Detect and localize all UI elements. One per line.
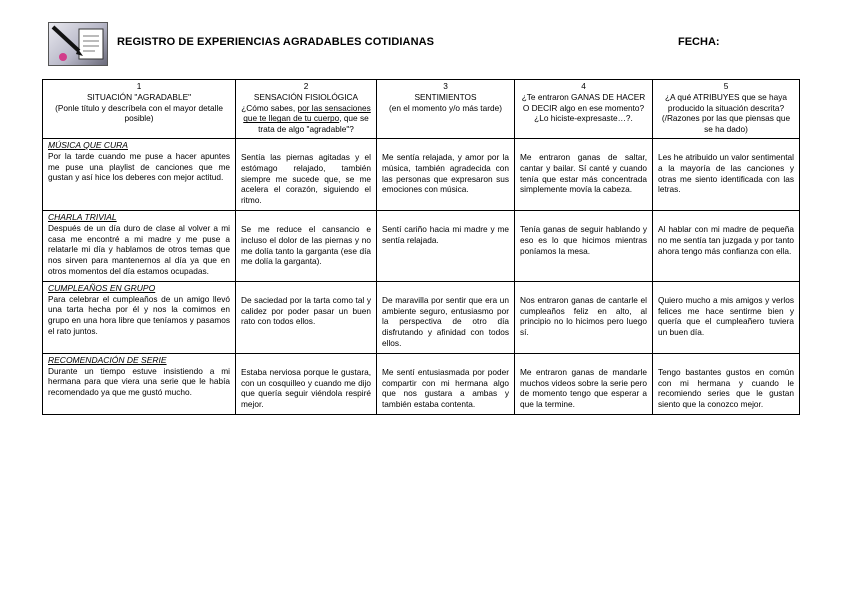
column-header-attribution [653, 80, 800, 139]
fecha-label: FECHA: [678, 36, 720, 48]
column-description-underlined: por las sensaciones que te llegan de tu cuerpo [243, 102, 371, 124]
column-number: 4 [581, 81, 586, 91]
category-label: RECOMENDACIÓN DE SERIE [48, 354, 167, 365]
column-header-urges [515, 80, 653, 139]
column-header-physio [236, 80, 377, 139]
attribution-cell: Quiero mucho a mis amigos y verlos felices me hace sentirme bien y quería que el cumpleañero tuviera un buen día. [653, 281, 800, 353]
column-header-feelings [377, 80, 515, 139]
situation-text: Por la tarde cuando me puse a hacer apuntes me puse una playlist de canciones que me gustan y así hice los deberes con mejor actitud. [48, 150, 230, 183]
category-label: MÚSICA QUE CURA [48, 139, 128, 150]
column-header-situation [43, 80, 236, 139]
category-label: CUMPLEAÑOS EN GRUPO [48, 282, 156, 293]
column-description [240, 103, 372, 135]
attribution-cell: Tengo bastantes gustos en común con mi hermana y cuando le recomiendo series que le gustan siento que la conozco mejor. [653, 353, 800, 414]
column-title: SENTIMIENTOS [414, 91, 477, 102]
document-title: REGISTRO DE EXPERIENCIAS AGRADABLES COTIDIANAS [117, 36, 435, 48]
column-number: 2 [303, 81, 309, 91]
column-description: (Ponle título y descríbela con el mayor detalle posible) [55, 102, 223, 124]
category-label: CHARLA TRIVIAL [48, 211, 117, 222]
situation-cell [43, 353, 236, 414]
logo-image [48, 22, 108, 66]
column-title: SENSACIÓN FISIOLÓGICA [253, 91, 359, 102]
table-row [43, 353, 800, 414]
physio-cell: Estaba nerviosa porque le gustara, con un cosquilleo y cuando me dijo que quería seguir viéndola respiré mejor. [236, 353, 377, 414]
situation-text: Después de un día duro de clase al volver a mi casa me encontré a mi madre y me puse a relatarle mi día y hablamos de otros temas que nos sirven para mantenernos al día ya que en otros momentos del día estamos ocupadas. [48, 222, 230, 276]
situation-cell [43, 138, 236, 210]
feelings-cell: Sentí cariño hacia mi madre y me sentía relajada. [377, 210, 515, 281]
table-row [43, 281, 800, 353]
column-number: 3 [443, 81, 448, 91]
column-number: 5 [723, 81, 729, 91]
table-row [43, 210, 800, 281]
physio-cell: De saciedad por la tarta como tal y calidez por poder pasar un buen rato con todos ellos. [236, 281, 377, 353]
column-title: SITUACIÓN "AGRADABLE" [86, 91, 192, 102]
column-description-part: , que se trata de algo "agradable"? [258, 113, 369, 135]
physio-cell: Sentía las piernas agitadas y el estómago relajado, también siempre me sucede que, se me acelera el corazón, siguiendo el ritmo. [236, 138, 377, 210]
column-description-part: ¿Cómo sabes, [241, 102, 298, 113]
urges-cell: Nos entraron ganas de cantarle el cumpleaños feliz en alto, al principio no lo hicimos pero luego sí. [515, 281, 653, 353]
urges-cell: Me entraron ganas de mandarle muchos videos sobre la serie pero de momento tengo que esperar a que la termine. [515, 353, 653, 414]
column-description: ¿A qué ATRIBUYES que se haya producido la situación descrita? (/Razones por las que piensas que se ha dado) [661, 91, 791, 135]
header-row [43, 80, 800, 139]
physio-cell: Se me reduce el cansancio e incluso el dolor de las piernas y no me dolía tanto la garganta (ese día me dolía la garganta). [236, 210, 377, 281]
feelings-cell: Me sentía relajada, y amor por la música, también agradecida con las personas que expresaron sus emociones con música. [377, 138, 515, 210]
experiences-table [42, 79, 800, 415]
column-description: ¿Te entraron GANAS DE HACER O DECIR algo en ese momento? ¿Lo hiciste-expresaste…?. [521, 91, 646, 124]
urges-cell: Tenía ganas de seguir hablando y eso es lo que hicimos mientras poníamos la mesa. [515, 210, 653, 281]
situation-text: Para celebrar el cumpleaños de un amigo llevó una tarta hecha por él y nos la comimos en grupo en una hora libre que teníamos y pasamos el rato juntos. [48, 293, 230, 336]
column-description: (en el momento y/o más tarde) [389, 102, 502, 113]
situation-text: Durante un tiempo estuve insistiendo a mi hermana para que viera una serie que le había recomendado ya que me gustó mucho. [48, 365, 230, 398]
table-row [43, 138, 800, 210]
situation-cell [43, 281, 236, 353]
urges-cell: Me entraron ganas de saltar, cantar y bailar. Sí canté y cuando tenía que estar más concentrada simplemente movía la cabeza. [515, 138, 653, 210]
feelings-cell: Me sentí entusiasmada por poder compartir con mi hermana algo que nos gustara a ambas y también estaba contenta. [377, 353, 515, 414]
attribution-cell: Al hablar con mi madre de pequeña no me sentía tan juzgada y por tanto ahora tengo más confianza con ella. [653, 210, 800, 281]
situation-cell [43, 210, 236, 281]
column-number: 1 [136, 81, 142, 91]
feelings-cell: De maravilla por sentir que era un ambiente seguro, entusiasmo por la perspectiva de otro día disfrutando y afinidad con todos ellos. [377, 281, 515, 353]
attribution-cell: Les he atribuido un valor sentimental a la mayoría de las canciones y otras me siento identificada con las letras. [653, 138, 800, 210]
